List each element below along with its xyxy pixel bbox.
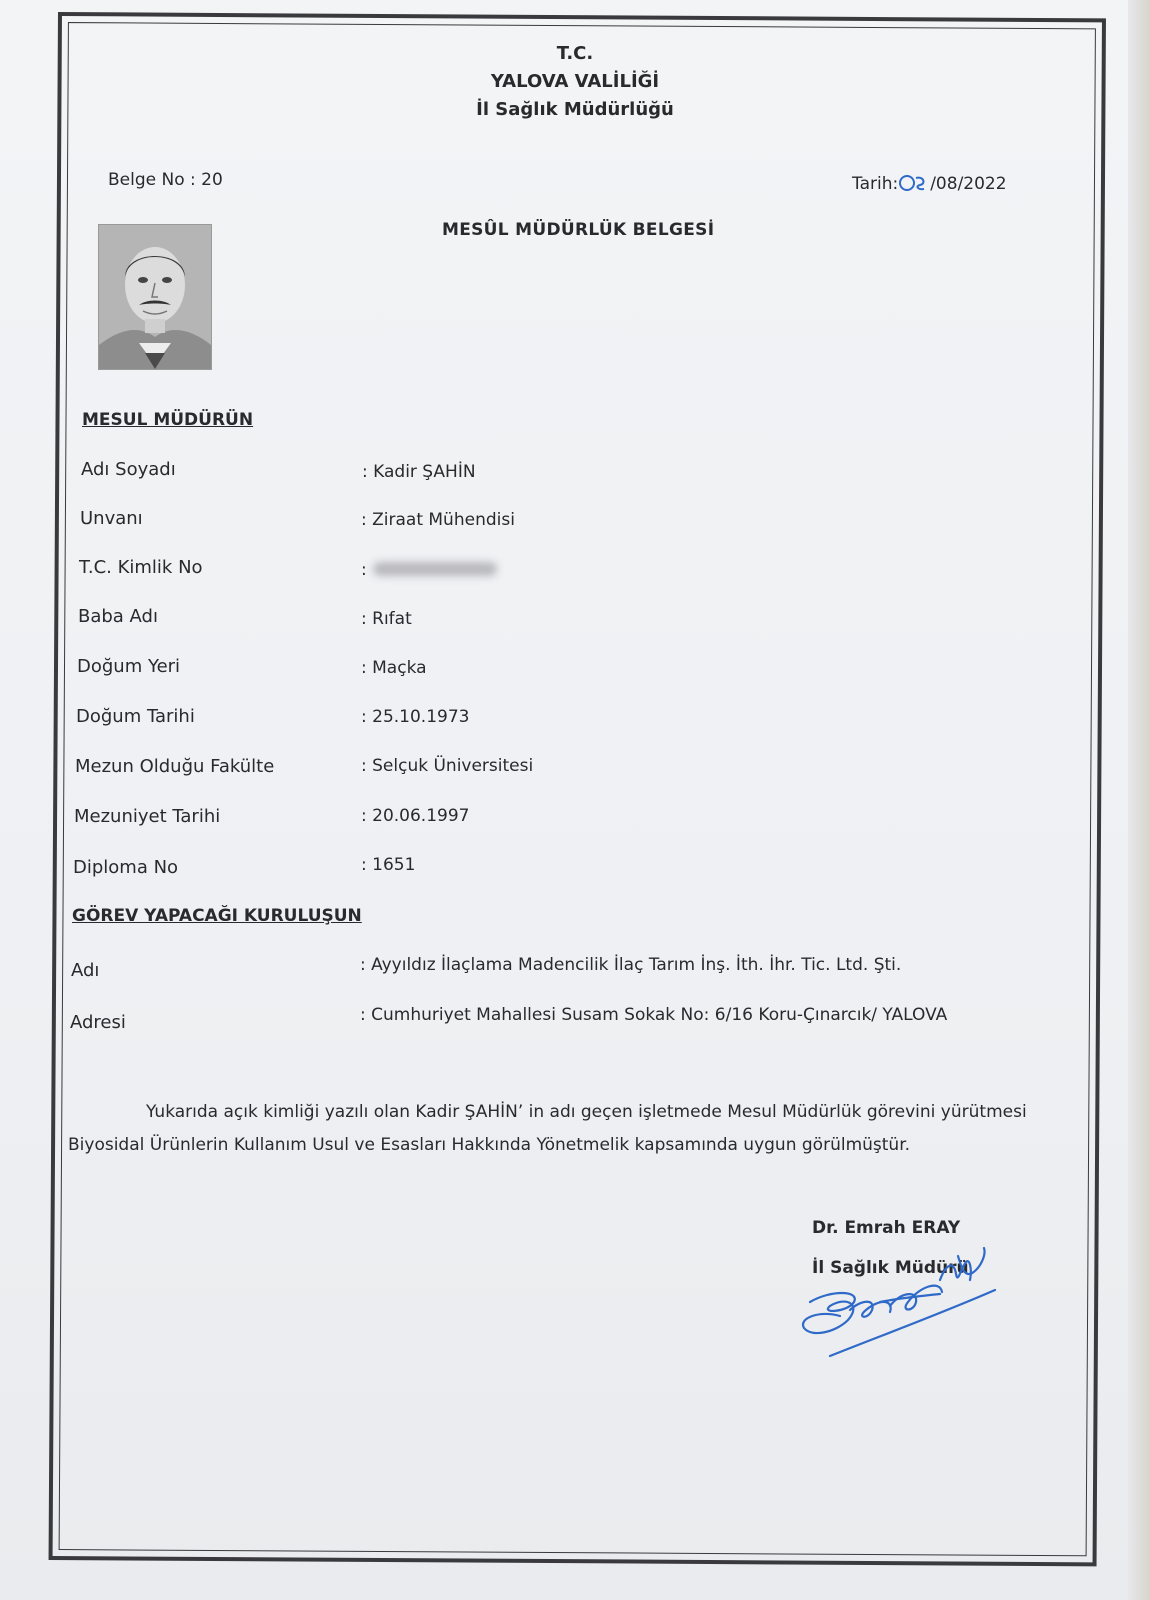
handwritten-day-mark — [898, 174, 930, 192]
label-diploma-no: Diploma No — [73, 857, 179, 878]
label-kurulus-adi: Adı — [71, 960, 100, 981]
label-adresi: Adresi — [70, 1012, 126, 1033]
approval-paragraph-text: Yukarıda açık kimliği yazılı olan Kadir ŞAHİN’ in adı geçen işletmede Mesul Müdürlük görevini yürütmesi Biyosidal Ürünlerin Kullanım Usul ve Esasları Hakkında Yönetmelik kapsamında uygun görülmüştür. — [68, 1102, 1027, 1155]
approval-paragraph — [68, 1096, 1088, 1162]
paper-edge — [1128, 0, 1150, 1600]
value-tc-kimlik-colon: : — [361, 560, 367, 580]
label-mezun-fakulte: Mezun Olduğu Fakülte — [75, 756, 275, 777]
tarih-label: Tarih: — [852, 174, 899, 194]
header-mudurluk: İl Sağlık Müdürlüğü — [476, 99, 674, 120]
belge-no: Belge No : 20 — [108, 170, 223, 190]
value-diploma-no: : 1651 — [361, 855, 416, 875]
signer-title: İl Sağlık Müdürü — [812, 1258, 969, 1278]
value-adi-soyadi: : Kadir ŞAHİN — [362, 462, 476, 482]
value-kurulus-adi: : Ayyıldız İlaçlama Madencilik İlaç Tarım İnş. İth. İhr. Tic. Ltd. Şti. — [360, 955, 902, 975]
value-adresi: : Cumhuriyet Mahallesi Susam Sokak No: 6/16 Koru-Çınarcık/ YALOVA — [360, 1005, 948, 1025]
value-unvani: : Ziraat Mühendisi — [361, 510, 515, 530]
value-baba-adi: : Rıfat — [361, 609, 412, 629]
handwritten-signature — [790, 1240, 1005, 1365]
document-title: MESÛL MÜDÜRLÜK BELGESİ — [442, 220, 715, 240]
redacted-id-blur — [373, 562, 497, 576]
label-tc-kimlik: T.C. Kimlik No — [79, 557, 203, 578]
value-dogum-yeri: : Maçka — [361, 658, 427, 678]
value-tc-kimlik — [361, 560, 497, 580]
value-dogum-tarihi: : 25.10.1973 — [361, 707, 470, 727]
portrait-photo — [98, 224, 212, 370]
label-adi-soyadi: Adı Soyadı — [81, 459, 176, 480]
label-baba-adi: Baba Adı — [78, 606, 158, 627]
label-dogum-yeri: Doğum Yeri — [77, 656, 181, 677]
label-mezuniyet-tarihi: Mezuniyet Tarihi — [74, 806, 221, 827]
label-unvani: Unvanı — [80, 508, 143, 529]
label-dogum-tarihi: Doğum Tarihi — [76, 706, 195, 727]
value-mezuniyet-tarihi: : 20.06.1997 — [361, 806, 470, 826]
header-tc: T.C. — [556, 43, 594, 64]
tarih-value: /08/2022 — [930, 174, 1007, 194]
org-section-title: GÖREV YAPACAĞI KURULUŞUN — [72, 906, 362, 926]
header-valilik: YALOVA VALİLİĞİ — [490, 71, 660, 92]
tarih — [852, 174, 1007, 194]
manager-section-title: MESUL MÜDÜRÜN — [82, 410, 254, 430]
value-mezun-fakulte: : Selçuk Üniversitesi — [361, 756, 534, 776]
signer-name: Dr. Emrah ERAY — [812, 1218, 961, 1238]
